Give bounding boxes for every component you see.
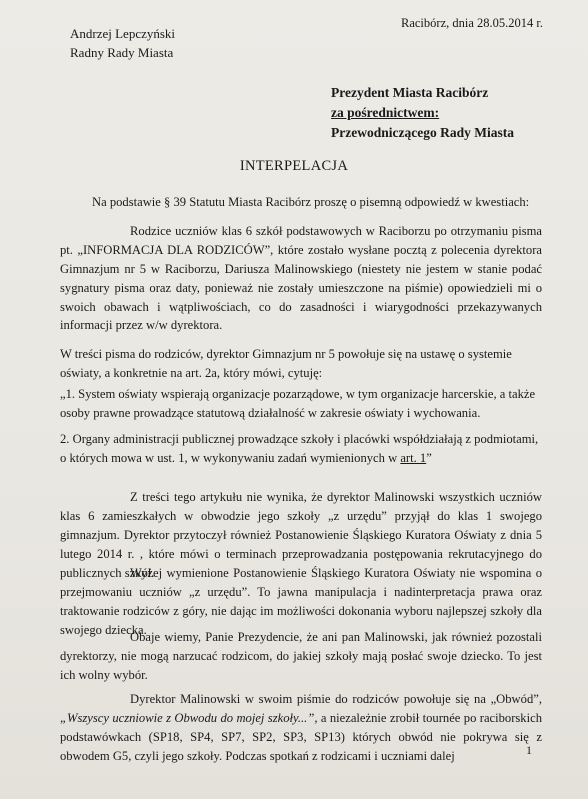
quote-2 bbox=[60, 430, 542, 468]
document-title: INTERPELACJA bbox=[239, 158, 349, 174]
intro-paragraph: Na podstawie § 39 Statutu Miasta Racibórz proszę o pisemną odpowiedź w kwestiach: bbox=[92, 195, 530, 209]
quote-2-text: 2. Organy administracji publicznej prowadzące szkoły i placówki współdziałają z podmiotami, o których mowa w ust. 1, w wykonywaniu zadań wymienionych w bbox=[60, 432, 539, 465]
paragraph-4: Wyżej wymienione Postanowienie Śląskiego Kuratora Oświaty nie wspomina o przejmowaniu uczniów „z urzędu”. To jawna manipulacja i nadinterpretacja prawa oraz traktowanie rodziców z góry, nie dając im możliwości dokonania wyboru najlepszej szkoły dla swojego dziecka. bbox=[60, 566, 542, 637]
place-date: Racibórz, dnia 28.05.2014 r. bbox=[401, 16, 543, 30]
paragraph-3: Z treści tego artykułu nie wynika, że dyrektor Malinowski wszystkich uczniów klas 6 zamieszkałych w obwodzie jego szkoły „z urzędu” przyjął do klas 1 swojego gimnazjum. Dyrektor przytoczył również Postanowienie Śląskiego Kuratora Oświaty z dnia 5 lutego 2014 r. , które mówi o terminach przeprowadzania postępowania rekrutacyjnego do publicznych szkół. bbox=[60, 490, 542, 580]
recipient-line-3: Przewodniczącego Rady Miasta bbox=[331, 124, 514, 140]
paragraph-6 bbox=[60, 690, 542, 766]
recipient-line-2: za pośrednictwem: bbox=[331, 104, 440, 120]
recipient-block bbox=[331, 83, 514, 143]
paragraph-6-rest: a niezależnie zrobił tournée po raciborskich podstawówkach (SP18, SP4, SP7, SP2, SP3, SP13) których obwód nie pokrywa się z obwodem G5, czyli jego szkoły. Podczas spotkań z rodzicami i uczniami dalej bbox=[60, 710, 542, 763]
paragraph-5: Obaje wiemy, Panie Prezydencie, że ani pan Malinowski, jak również pozostali dyrektorzy, nie mogą narzucać rodzicom, do jakiej szkoły mają posłać swoje dziecko. To jest ich wolny wybór. bbox=[60, 630, 542, 682]
quote-2-article-ref: art. 1 bbox=[400, 450, 427, 465]
author-name: Andrzej Lepczyński bbox=[70, 26, 176, 41]
author-role: Radny Rady Miasta bbox=[70, 44, 174, 60]
quote-2-closing-mark: ” bbox=[426, 450, 432, 465]
paragraph-1: Rodzice uczniów klas 6 szkół podstawowych w Raciborzu po otrzymaniu pisma pt. „INFORMACJA DLA RODZICÓW”, które zostało wysłane pocztą z polecenia dyrektora Gimnazjum nr 5 w Raciborzu, Dariusza Malinowskiego (niestety nie jestem w stanie podać sygnatury pisma oraz daty, ponieważ nie zostały umieszczone na piśmie) opowiedzieli mi o swoich obawach i wątpliwościach, co do zasadności i wiarygodności przekazywanych informacji przez w/w dyrektora. bbox=[60, 224, 542, 333]
paragraph-6-quote: „Wszyscy uczniowie z Obwodu do mojej szkoły...”, bbox=[60, 710, 318, 725]
paragraph-2: W treści pisma do rodziców, dyrektor Gimnazjum nr 5 powołuje się na ustawę o systemie oświaty, a konkretnie na art. 2a, który mówi, cytuję: bbox=[60, 347, 512, 380]
quote-1: „1. System oświaty wspierają organizacje pozarządowe, w tym organizacje harcerskie, a także osoby prawne prowadzące statutową działalność w zakresie oświaty i wychowania. bbox=[60, 387, 536, 420]
page-number: 1 bbox=[526, 743, 532, 757]
recipient-line-1: Prezydent Miasta Racibórz bbox=[331, 85, 489, 100]
author-block bbox=[70, 25, 175, 63]
paragraph-6-start: Dyrektor Malinowski w swoim piśmie do rodziców powołuje się na „Obwód”, bbox=[130, 692, 542, 706]
